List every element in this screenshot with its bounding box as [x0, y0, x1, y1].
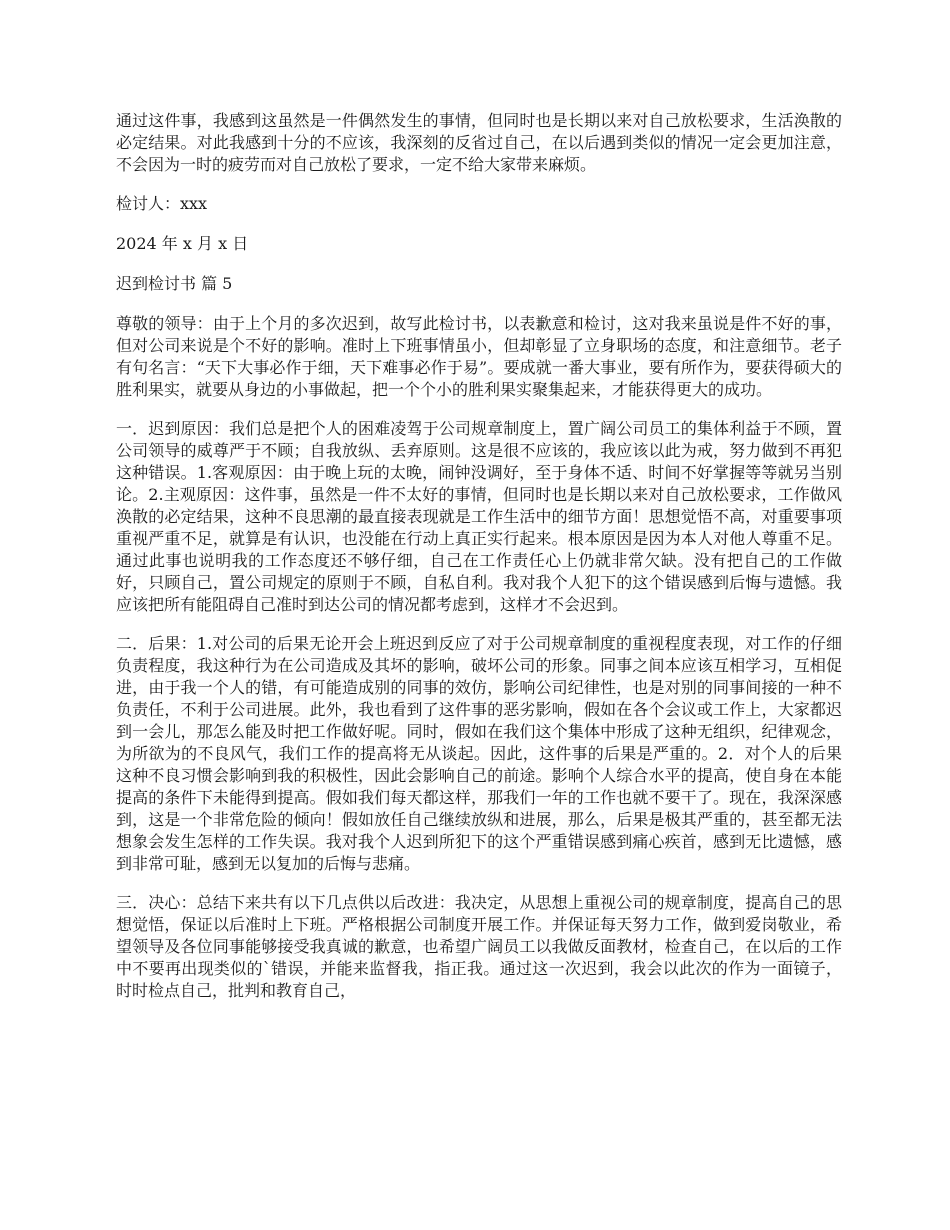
paragraph-reasons: 一．迟到原因：我们总是把个人的困难凌驾于公司规章制度上，置广阔公司员工的集体利益于不顾，置公司领导的威尊严于不顾；自我放纵、丢弃原则。这是很不应该的，我应该以此为戒，努力做到不再犯这种错误。1.客观原因：由于晚上玩的太晚，闹钟没调好，至于身体不适、时间不好掌握等等就另当别论。2.主观原因：这件事，虽然是一件不太好的事情，但同时也是长期以来对自己放松要求，工作做风涣散的必定结果，这种不良思潮的最直接表现就是工作生活中的细节方面！思想觉悟不高，对重要事项重视严重不足，就算是有认识，也没能在行动上真正实行起来。根本原因是因为本人对他人尊重不足。通过此事也说明我的工作态度还不够仔细，自己在工作责任心上仍就非常欠缺。没有把自己的工作做好，只顾自己，置公司规定的原则于不顾，自私自利。我对我个人犯下的这个错误感到后悔与遗憾。我应该把所有能阻碍自己准时到达公司的情况都考虑到，这样才不会迟到。 — [116, 419, 842, 614]
date-line: 2024 年 x 月 x 日 — [116, 234, 249, 253]
section-heading: 迟到检讨书 篇 5 — [116, 274, 233, 293]
paragraph-consequences: 二．后果：1.对公司的后果无论开会上班迟到反应了对于公司规章制度的重视程度表现，对工作的仔细负责程度，我这种行为在公司造成及其坏的影响，破坏公司的形象。同事之间本应该互相学习，互相促进，由于我一个人的错，有可能造成别的同事的效仿，影响公司纪律性，也是对别的同事间接的一种不负责任，不利于公司进展。此外，我也看到了这件事的恶劣影响，假如在各个会议或工作上，大家都迟到一会儿，那怎么能及时把工作做好呢。同时，假如在我们这个集体中形成了这种无组织，纪律观念，为所欲为的不良风气，我们工作的提高将无从谈起。因此，这件事的后果是严重的。2．对个人的后果这种不良习惯会影响到我的积极性，因此会影响自己的前途。影响个人综合水平的提高，使自身在本能提高的条件下未能得到提高。假如我们每天都这样，那我们一年的工作也就不要干了。现在，我深深感到，这是一个非常危险的倾向！假如放任自己继续放纵和进展，那么，后果是极其严重的，甚至都无法想象会发生怎样的工作失误。我对我个人迟到所犯下的这个严重错误感到痛心疾首，感到无比遗憾，感到非常可耻，感到无以复加的后悔与悲痛。 — [116, 634, 842, 873]
signature-line: 检讨人：xxx — [116, 194, 208, 213]
paragraph-resolution: 三．决心：总结下来共有以下几点供以后改进：我决定，从思想上重视公司的规章制度，提高自己的思想觉悟，保证以后准时上下班。严格根据公司制度开展工作。并保证每天努力工作，做到爱岗敬业，希望领导及各位同事能够接受我真诚的歉意，也希望广阔员工以我做反面教材，检查自己，在以后的工作中不要再出现类似的`错误，并能来监督我，指正我。通过这一次迟到，我会以此次的作为一面镜子，时时检点自己，批判和教育自己， — [116, 893, 842, 1000]
paragraph-greeting: 尊敬的领导：由于上个月的多次迟到，故写此检讨书，以表歉意和检讨，这对我来虽说是件不好的事，但对公司来说是个不好的影响。准时上下班事情虽小，但却彰显了立身职场的态度，和注意细节。老子有句名言：“天下大事必作于细，天下难事必作于易”。要成就一番大事业，要有所作为，要获得硕大的胜利果实，就要从身边的小事做起，把一个个小的胜利果实聚集起来，才能获得更大的成功。 — [116, 314, 842, 399]
paragraph-reflection: 通过这件事，我感到这虽然是一件偶然发生的事情，但同时也是长期以来对自己放松要求，生活涣散的必定结果。对此我感到十分的不应该，我深刻的反省过自己，在以后遇到类似的情况一定会更加注意，不会因为一时的疲劳而对自己放松了要求，一定不给大家带来麻烦。 — [116, 111, 842, 174]
document-page — [116, 110, 842, 1019]
